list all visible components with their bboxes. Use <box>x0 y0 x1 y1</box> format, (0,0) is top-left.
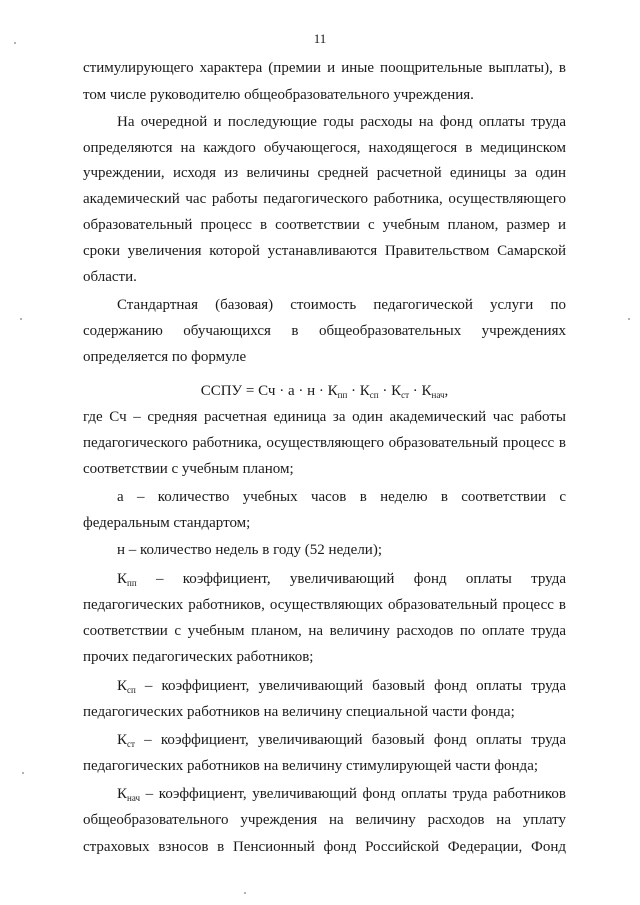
formula: ССПУ = Сч · $а \cdot н \cdot К_{пп} \cdot К_{сп} \cdot К_{ст} \cdot К_{нач}$, <box>200 383 449 400</box>
scan-speck <box>244 892 246 894</box>
text-line: страховых взносов в Пенсионный фонд Российской Федерации, Фонд <box>83 839 566 855</box>
scan-speck <box>14 42 16 44</box>
definition-kpp: $К_{пп}$ – коэффициент, увеличивающий фонд оплаты труда <box>117 571 566 588</box>
text-line: педагогических работников на величину специальной части фонда; <box>83 704 515 720</box>
text-line: педагогических работников, осуществляющих образовательный процесс в <box>83 597 566 613</box>
text-line: соответствии с учебным планом; <box>83 461 294 477</box>
text-line: н – количество недель в году (52 недели); <box>117 542 382 558</box>
text-line: где Сч – средняя расчетная единица за один академический час работы <box>83 409 566 425</box>
text-line: области. <box>83 269 137 285</box>
page-number: 11 <box>313 31 327 46</box>
scan-speck <box>628 318 630 320</box>
scan-speck <box>22 772 24 774</box>
text-line: том числе руководителю общеобразовательного учреждения. <box>83 87 474 103</box>
text-line: Стандартная (базовая) стоимость педагогической услуги по <box>117 297 566 313</box>
text-line: стимулирующего характера (премии и иные поощрительные выплаты), в <box>83 60 566 76</box>
text-line: сроки увеличения которой устанавливаются Правительством Самарской <box>83 243 566 259</box>
definition-ksp: $К_{сп}$ – коэффициент, увеличивающий базовый фонд оплаты труда <box>117 678 566 695</box>
text-line: а – количество учебных часов в неделю в соответствии с <box>117 489 566 505</box>
text-line: общеобразовательного учреждения на величину расходов на уплату <box>83 812 566 828</box>
text-line: содержанию обучающихся в общеобразовательных учреждениях <box>83 323 566 339</box>
text-line: педагогического работника, осуществляющего образовательный процесс в <box>83 435 566 451</box>
definition-knach: $К_{нач}$ – коэффициент, увеличивающий фонд оплаты труда работников <box>117 786 566 803</box>
text-line: На очередной и последующие годы расходы на фонд оплаты труда <box>117 114 566 130</box>
text-line: прочих педагогических работников; <box>83 649 314 665</box>
text-line: академический час работы педагогического работника, осуществляющего <box>83 191 566 207</box>
text-line: определяются на каждого обучающегося, находящегося в медицинском <box>83 140 566 156</box>
definition-kst: $К_{ст}$ – коэффициент, увеличивающий базовый фонд оплаты труда <box>117 732 566 749</box>
text-line: педагогических работников на величину стимулирующей части фонда; <box>83 758 539 774</box>
text-line: соответствии с учебным планом, на величину расходов по оплате труда <box>83 623 566 639</box>
scan-speck <box>20 318 22 320</box>
text-line: федеральным стандартом; <box>83 515 251 531</box>
text-line: образовательный процесс в соответствии с учебным планом, размер и <box>83 217 566 233</box>
text-line: учреждении, исходя из величины средней расчетной единицы за один <box>83 165 566 181</box>
text-line: определяется по формуле <box>83 349 247 365</box>
